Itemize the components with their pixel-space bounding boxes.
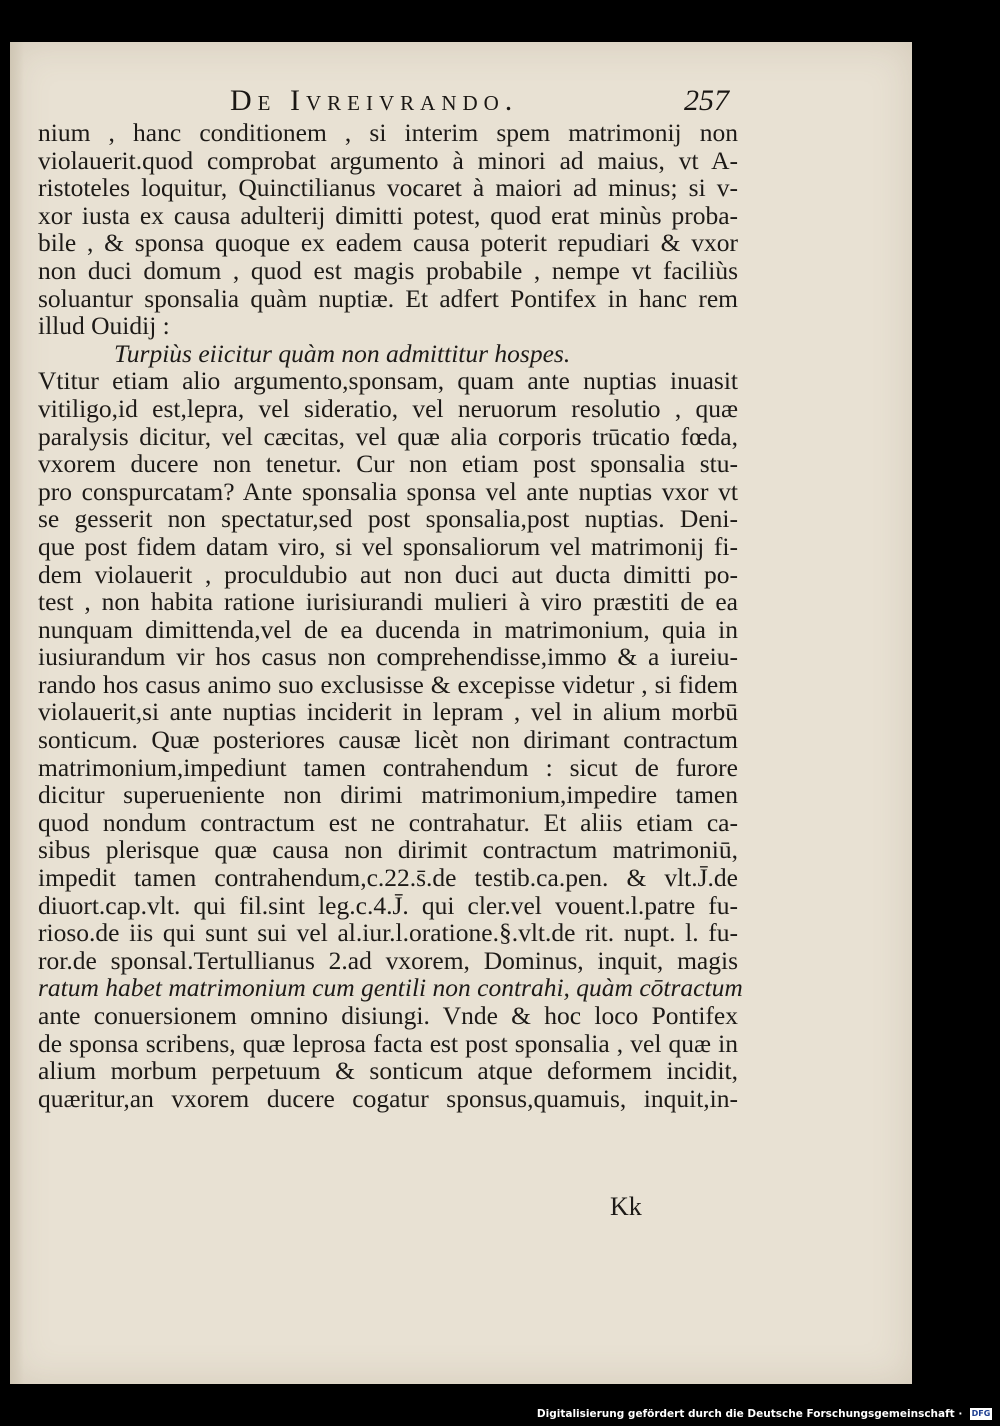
text-line: que post fidem datam viro, si vel sponsaliorum vel matrimonij fi- <box>38 531 738 561</box>
text-line: Vtitur etiam alio argumento,sponsam, quam ante nuptias inuasit <box>38 366 738 396</box>
text-line: test , non habita ratione iurisiurandi mulieri à viro præstiti de ea <box>38 587 738 617</box>
text-line: rioso.de iis qui sunt sui vel al.iur.l.oratione.§.vlt.de rit. nupt. l. fu- <box>38 918 738 948</box>
text-line: se gesserit non spectatur,sed post sponsalia,post nuptias. Deni- <box>38 504 738 534</box>
text-line: soluantur sponsalia quàm nuptiæ. Et adfert Pontifex in hanc rem <box>38 283 738 313</box>
verse-quotation: Turpiùs eiicitur quàm non admittitur hospes. <box>114 338 571 368</box>
text-line: quæritur,an vxorem ducere cogatur sponsus,quamuis, inquit,in- <box>38 1083 738 1113</box>
text-line: ratum habet matrimonium cum gentili non contrahi, quàm cōtractum <box>38 973 743 1003</box>
text-line: nium , hanc conditionem , si interim spem matrimonij non <box>38 118 738 147</box>
text-line: bile , & sponsa quoque ex eadem causa poterit repudiari & vxor <box>38 228 738 258</box>
text-line: sibus plerisque quæ causa non dirimit contractum matrimoniū, <box>38 835 738 865</box>
text-line: non duci domum , quod est magis probabile , nempe vt faciliùs <box>38 255 738 285</box>
running-head-title: De Ivreivrando. <box>230 84 519 117</box>
text-line: ristoteles loquitur, Quinctilianus vocaret à maiori ad minus; si v- <box>38 173 738 203</box>
text-line: dem violauerit , proculdubio aut non duci aut ducta dimitti po- <box>38 559 738 589</box>
body-text <box>38 118 743 1113</box>
text-line: violauerit.quod comprobat argumento à minori ad maius, vt A- <box>38 145 738 175</box>
text-line: ror.de sponsal.Tertullianus 2.ad vxorem, Dominus, inquit, magis <box>38 945 738 975</box>
text-line: dicitur superueniente non dirimi matrimonium,impedire tamen <box>38 780 738 810</box>
catchword: Kk <box>610 1192 642 1221</box>
digitization-credit <box>537 1408 992 1420</box>
text-line: alium morbum perpetuum & sonticum atque deformem incidit, <box>38 1056 738 1086</box>
text-line: xor iusta ex causa adulterij dimitti potest, quod erat minùs proba- <box>38 200 738 230</box>
text-line: matrimonium,impediunt tamen contrahendum : sicut de furore <box>38 752 738 782</box>
text-line: sonticum. Quæ posteriores causæ licèt non dirimant contractum <box>38 725 738 755</box>
text-line: ante conuersionem omnino disiungi. Vnde & hoc loco Pontifex <box>38 1001 738 1030</box>
text-line: de sponsa scribens, quæ leprosa facta est post sponsalia , vel quæ in <box>38 1028 738 1058</box>
text-line: impedit tamen contrahendum,c.22.s̄.de testib.ca.pen. & vlt.J̄.de <box>38 863 738 893</box>
dfg-logo-icon: DFG <box>971 1409 991 1418</box>
text-line: violauerit,si ante nuptias inciderit in lepram , vel in alium morbū <box>38 697 738 727</box>
page-number: 257 <box>684 84 729 117</box>
text-line: illud Ouidij : <box>38 311 170 341</box>
text-line: quod nondum contractum est ne contrahatur. Et aliis etiam ca- <box>38 807 738 837</box>
text-line: nunquam dimittenda,vel de ea ducenda in matrimonium, quia in <box>38 614 738 644</box>
text-line: pro conspurcatam? Ante sponsalia sponsa vel ante nuptias vxor vt <box>38 476 738 506</box>
text-line: iusiurandum vir hos casus non comprehendisse,immo & a iureiu- <box>38 642 738 672</box>
text-line: vxorem ducere non tenetur. Cur non etiam post sponsalia stu- <box>38 449 738 479</box>
text-line: paralysis dicitur, vel cæcitas, vel quæ alia corporis trūcatio fœda, <box>38 421 738 451</box>
credit-text: Digitalisierung gefördert durch die Deutsche Forschungsgemeinschaft · <box>536 1408 963 1420</box>
text-line: diuort.cap.vlt. qui fil.sint leg.c.4.J̄. qui cler.vel vouent.l.patre fu- <box>38 890 738 920</box>
text-line: rando hos casus animo suo exclusisse & excepisse videtur , si fidem <box>38 669 738 699</box>
text-line: vitiligo,id est,lepra, vel sideratio, vel neruorum resolutio , quæ <box>38 393 738 423</box>
book-page <box>10 42 912 1384</box>
